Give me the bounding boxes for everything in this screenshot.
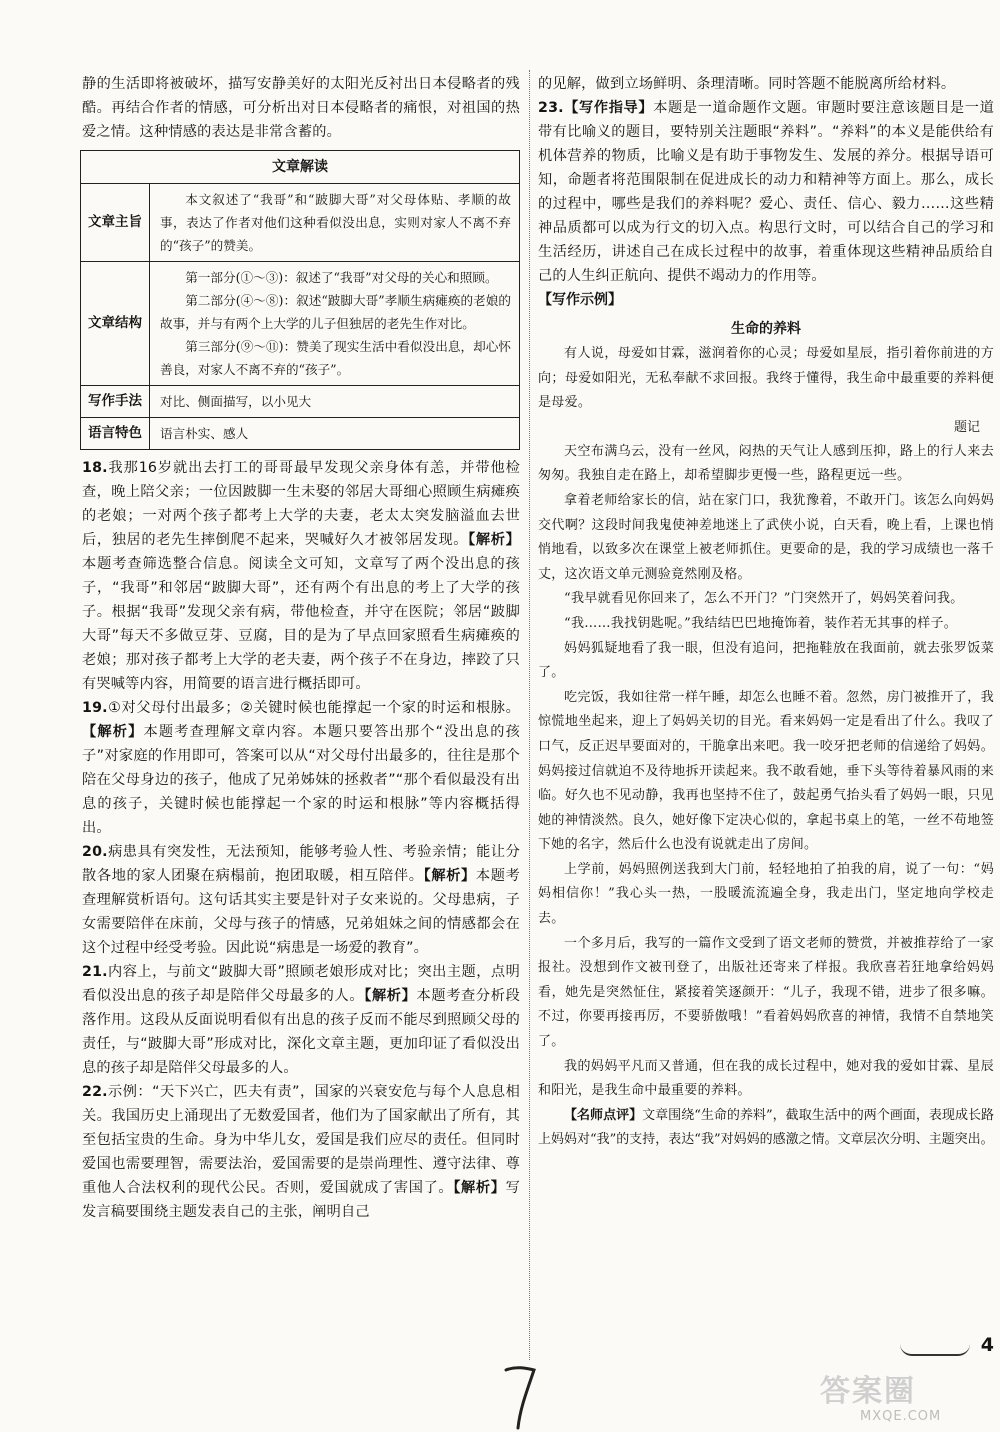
writing-guide-text: 本题是一道命题作文题。审题时要注意该题目是一道带有比喻义的题目，要特别关注题眼“养料”。“养料”的本义是能供给有机体营养的物质，比喻义是有助于事物发生、发展的养分。根据导语可知，命题者将范围限制在促进成长的动力和精神等方面上。那么，成长的过程中，哪些是我们的养料呢？爱心、责任、信心、毅力……这些精神品质都可以成为行文的切入点。构思行文时，可以结合自己的学习和生活经历，讲述自己在成长过程中的故事，着重体现这些精神品质给自己的人生纠正航向、提供不竭动力的作用等。 xyxy=(538,100,994,284)
epigraph-label: 题记 xyxy=(953,419,980,435)
handwritten-mark xyxy=(500,1362,540,1432)
intro-paragraph: 静的生活即将被破坏，描写安静美好的太阳光反衬出日本侵略者的残酷。再结合作者的情感，可分析出对日本侵略者的痛恨，对祖国的热爱之情。这种情感的表达是非常含蓄的。 xyxy=(82,76,520,140)
question-number: 19. xyxy=(82,700,108,716)
question-number: 20. xyxy=(82,844,108,860)
essay-epigraph: 有人说，母爱如甘霖，滋润着你的心灵；母爱如星辰，指引着你前进的方向；母爱如阳光，无私奉献不求回报。我终于懂得，我生命中最重要的养料便是母爱。 xyxy=(538,346,994,411)
essay-paragraph: 一个多月后，我写的一篇作文受到了语文老师的赞赏，并被推荐给了一家报社。没想到作文被刊登了，出版社还寄来了样报。我欣喜若狂地拿给妈妈看，她先是突然怔住，紧接着笑逐颜开：“儿子，我现不错，进步了很多嘛。不过，你要再接再厉，不要骄傲哦！”看着妈妈欣喜的神情，我情不自禁地笑了。 xyxy=(538,935,994,1050)
analysis-tag: 【解析】 xyxy=(423,868,476,884)
writing-example-label: 【写作示例】 xyxy=(538,292,622,308)
left-column xyxy=(82,72,520,1224)
right-column xyxy=(538,72,994,1153)
essay-paragraph: 拿着老师给家长的信，站在家门口，我犹豫着，不敢开门。该怎么向妈妈交代啊？这段时间我鬼使神差地迷上了武侠小说，白天看，晚上看，上课也悄悄地看，以致多次在课堂上被老师抓住。更要命的是，我的学习成绩也一落千丈，这次语文单元测验竟然刚及格。 xyxy=(538,492,994,582)
table-header: 文章解读 xyxy=(81,151,520,184)
watermark-url: MXQE.COM xyxy=(860,1409,942,1424)
row-label-structure: 文章结构 xyxy=(81,262,150,386)
essay-paragraph: 天空布满乌云，没有一丝风，闷热的天气让人感到压抑，路上的行人来去匆匆。我独自走在路上，却希望脚步更慢一些，路程更远一些。 xyxy=(538,443,994,484)
question-number: 21. xyxy=(82,964,108,980)
analysis-text: 本题考查理解赏析语句。这句话其实主要是针对子女来说的。父母患病，子女需要陪伴在床前，父母与孩子的情感，兄弟姐妹之间的情感都会在这个过程中经受考验。因此说“病患是一场爱的教育”。 xyxy=(82,868,520,956)
question-21 xyxy=(82,960,520,1080)
answer-text: ①对父母付出最多；②关键时候也能撑起一个家的时运和根脉。 xyxy=(107,700,520,716)
watermark-logo: 答案圈 xyxy=(820,1374,916,1409)
comment-text: 文章围绕“生命的养料”，截取生活中的两个画面，表现成长路上妈妈对“我”的支持，表达“我”对妈妈的感激之情。文章层次分明、主题突出。 xyxy=(538,1107,994,1148)
essay-paragraph: 吃完饭，我如往常一样午睡，却怎么也睡不着。忽然，房门被推开了，我惊慌地坐起来，迎上了妈妈关切的目光。看来妈妈一定是看出了什么。我叹了口气，反正迟早要面对的，干脆拿出来吧。我一咬牙把老师的信递给了妈妈。妈妈接过信就迫不及待地拆开读起来。我不敢看她，垂下头等待着暴风雨的来临。好久也不见动静，我再也坚持不住了，鼓起勇气抬头看了妈妈一眼，只见她的神情淡然。良久，她好像下定决心似的，拿起书桌上的笔，一丝不苟地签下她的名字，然后什么也没有说就走出了房间。 xyxy=(538,689,994,853)
language-text: 语言朴实、感人 xyxy=(160,426,249,441)
row-label-theme: 文章主旨 xyxy=(81,184,150,262)
essay-paragraph: 上学前，妈妈照例送我到大门前，轻轻地拍了拍我的肩，说了一句：“妈妈相信你！”我心头一热，一股暖流流遍全身，我走出门，坚定地向学校走去。 xyxy=(538,861,994,927)
essay-paragraph: 妈妈狐疑地看了我一眼，但没有追问，把拖鞋放在我面前，就去张罗饭菜了。 xyxy=(538,640,994,681)
structure-part-3: 第三部分(⑨～⑪)：赞美了现实生活中看似没出息，却心怀善良，对家人不离不弃的“孩子”。 xyxy=(160,339,511,377)
row-content-technique xyxy=(150,386,520,418)
question-number: 23. xyxy=(538,100,564,116)
question-number: 22. xyxy=(82,1084,108,1100)
question-22 xyxy=(82,1080,520,1224)
answer-text: 内容上，与前文“跛脚大哥”照顾老娘形成对比；突出主题，点明看似没出息的孩子却是陪伴父母最多的人。 xyxy=(82,964,520,1004)
analysis-tag: 【解析】 xyxy=(364,988,417,1004)
row-content-structure xyxy=(150,262,520,386)
question-18 xyxy=(82,456,520,696)
answer-text: 示例：“天下兴亡，匹夫有责”，国家的兴衰安危与每个人息息相关。我国历史上涌现出了无数爱国者，他们为了国家献出了所有，其至包括宝贵的生命。身为中华儿女，爱国是我们应尽的责任。但同时爱国也需要理智，需要法治，爱国需要的是崇尚理性、遵守法律、尊重他人合法权利的现代公民。否则，爱国就成了害国了。 xyxy=(82,1084,520,1196)
page-number-ornament xyxy=(900,1344,970,1356)
analysis-text: 本题考查筛选整合信息。阅读全文可知，文章写了两个没出息的孩子，“我哥”和邻居“跛脚大哥”，还有两个有出息的考上了大学的孩子。根据“我哥”发现父亲有病，带他检查，并守在医院；邻居“跛脚大哥”每天不多做豆芽、豆腐，目的是为了早点回家照看生病瘫痪的老娘；那对孩子都考上大学的老夫妻，两个孩子不在身边，摔跤了只有哭喊等内容，用简要的语言进行概括即可。 xyxy=(82,556,520,692)
analysis-tag: 【解析】 xyxy=(82,724,144,740)
table-row xyxy=(81,262,520,386)
row-content-language xyxy=(150,418,520,450)
column-divider xyxy=(529,70,530,1360)
analysis-text: 写发言稿要围绕主题发表自己的主张，阐明自己 xyxy=(82,1180,520,1220)
analysis-tag: 【解析】 xyxy=(468,532,521,548)
essay-title: 生命的养料 xyxy=(731,321,801,337)
question-number: 18. xyxy=(82,460,108,476)
technique-text: 对比、侧面描写，以小见大 xyxy=(160,394,312,409)
article-analysis-table xyxy=(80,150,520,450)
essay-paragraph: “我……我找钥匙呢。”我结结巴巴地掩饰着，装作若无其事的样子。 xyxy=(564,615,958,631)
analysis-text: 本题考查理解文章内容。本题只要答出那个“没出息的孩子”对家庭的作用即可，答案可以从“对父母付出最多的，往往是那个陪在父母身边的孩子，他成了兄弟姊妹的拯救者”“那个看似最没有出息的孩子，关键时候也能撑起一个家的时运和根脉”等内容概括得出。 xyxy=(82,724,520,836)
table-row xyxy=(81,386,520,418)
structure-part-1: 第一部分(①～③)：叙述了“我哥”对父母的关心和照顾。 xyxy=(185,270,498,285)
table-row xyxy=(81,184,520,262)
continued-analysis: 的见解，做到立场鲜明、条理清晰。同时答题不能脱离所给材料。 xyxy=(538,76,956,92)
comment-tag: 【名师点评】 xyxy=(564,1107,643,1123)
analysis-tag: 【解析】 xyxy=(453,1180,506,1196)
row-label-technique: 写作手法 xyxy=(81,386,150,418)
question-19 xyxy=(82,696,520,840)
theme-text: 本文叙述了“我哥”和“跛脚大哥”对父母体贴、孝顺的故事，表达了作者对他们这种看似没出息，实则对家人不离不弃的“孩子”的赞美。 xyxy=(160,192,511,253)
question-20 xyxy=(82,840,520,960)
row-content-theme xyxy=(150,184,520,262)
answer-text: 病患具有突发性，无法预知，能够考验人性、考验亲情；能让分散各地的家人团聚在病榻前，抱团取暖，相互陪伴。 xyxy=(82,844,520,884)
question-23 xyxy=(538,96,994,288)
essay-paragraph: 我的妈妈平凡而又普通，但在我的成长过程中，她对我的爱如甘霖、星辰和阳光，是我生命中最重要的养料。 xyxy=(538,1058,994,1099)
answer-text: 我那16岁就出去打工的哥哥最早发现父亲身体有恙，并带他检查，晚上陪父亲；一位因跛脚一生未娶的邻居大哥细心照顾生病瘫痪的老娘；一对两个孩子都考上大学的夫妻，老太太突发脑溢血去世后，独居的老先生摔倒爬不起来，哭喊好久才被邻居发现。 xyxy=(82,460,520,548)
watermark xyxy=(820,1376,1000,1432)
table-row xyxy=(81,418,520,450)
structure-part-2: 第二部分(④～⑧)：叙述“跛脚大哥”孝顺生病瘫痪的老娘的故事，并与有两个上大学的儿子但独居的老先生作对比。 xyxy=(160,293,511,331)
essay-paragraph: “我早就看见你回来了，怎么不开门？”门突然开了，妈妈笑着问我。 xyxy=(564,591,964,607)
teacher-comment xyxy=(538,1104,994,1153)
page-number: 4 xyxy=(980,1334,994,1356)
row-label-language: 语言特色 xyxy=(81,418,150,450)
writing-guide-tag: 【写作指导】 xyxy=(563,100,654,116)
analysis-text: 本题考查分析段落作用。这段从反面说明看似有出息的孩子反而不能尽到照顾父母的责任，与“跛脚大哥”形成对比，深化文章主题，更加印证了看似没出息的孩子却是陪伴父母最多的人。 xyxy=(82,988,520,1076)
